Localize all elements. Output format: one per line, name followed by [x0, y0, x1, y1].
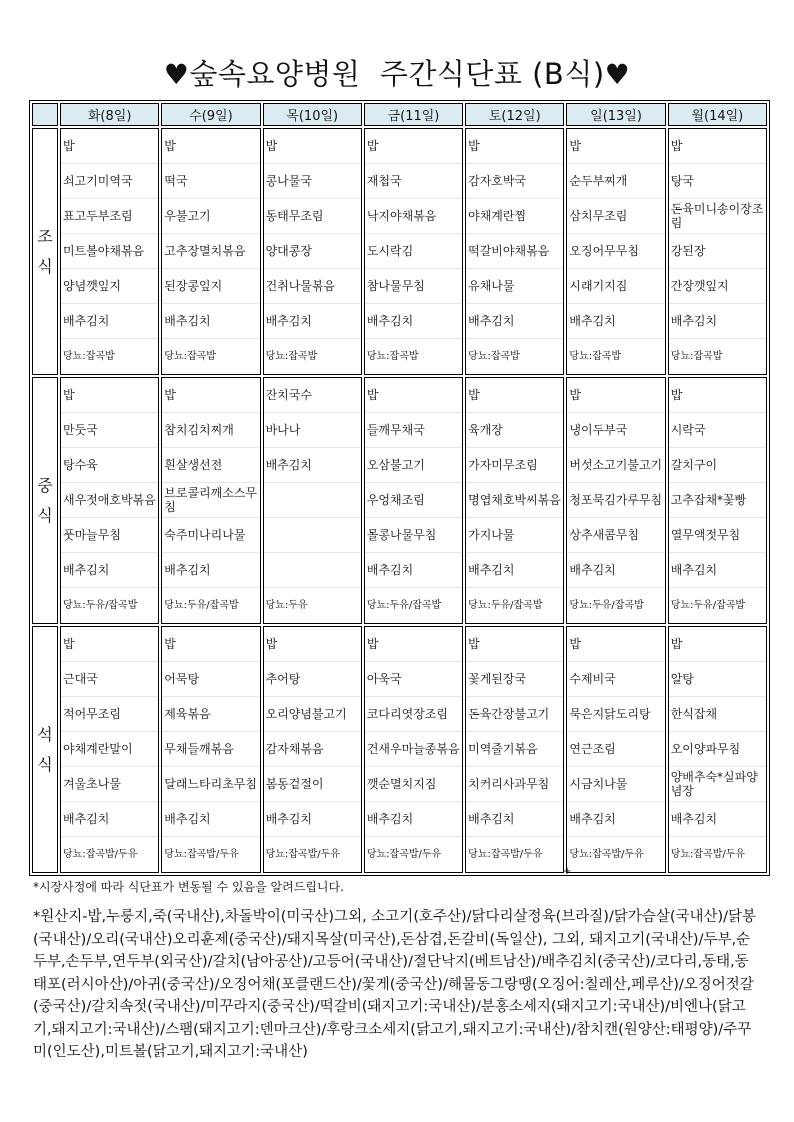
menu-item: 배추김치 — [264, 448, 361, 483]
menu-item: 연근조림 — [567, 732, 664, 767]
menu-item: 배추김치 — [669, 553, 766, 588]
menu-item: 양배추숙*실파양념장 — [669, 767, 766, 802]
diabetic-option: 당뇨:잡곡밥 — [468, 350, 520, 362]
meal-row-lunch — [32, 377, 767, 624]
menu-item: 야채계란찜 — [466, 199, 563, 234]
menu-item: 숙주미나리나물 — [162, 518, 259, 553]
menu-item: 들깨무채국 — [365, 413, 462, 448]
menu-item: 바나나 — [264, 413, 361, 448]
diabetic-option: 당뇨:두유/잡곡밥 — [366, 599, 442, 611]
menu-item: 아욱국 — [365, 662, 462, 697]
day-header: 월(14일) — [668, 103, 767, 126]
menu-item: 배추김치 — [466, 304, 563, 339]
menu-item: 근대국 — [61, 662, 158, 697]
diabetic-option: 당뇨:잡곡밥 — [670, 350, 723, 362]
day-menu-cell — [263, 626, 362, 873]
menu-item: 열무액젓무침 — [669, 518, 766, 553]
diabetic-option: 당뇨:잡곡밥/두유 — [164, 848, 239, 860]
menu-item: 수제비국 — [567, 662, 664, 697]
menu-item: 우엉채조림 — [365, 483, 462, 518]
menu-item: 코다리엿장조림 — [365, 697, 462, 732]
diabetic-option: 당뇨:잡곡밥 — [569, 350, 622, 362]
menu-item: 가지나물 — [466, 518, 563, 553]
menu-item: 시금치나물 — [567, 767, 664, 802]
menu-item: 치커리사과무침 — [466, 767, 563, 802]
menu-item: 무채들깨볶음 — [162, 732, 259, 767]
day-menu-cell — [263, 128, 362, 375]
menu-item: 가자미무조림 — [466, 448, 563, 483]
menu-item: 밥 — [466, 129, 563, 164]
menu-item: 배추김치 — [365, 553, 462, 588]
heart-icon: ♥ — [163, 58, 190, 91]
menu-item: 시락국 — [669, 413, 766, 448]
menu-item: 고추장멸치볶음 — [162, 234, 259, 269]
menu-item: 달래느타리초무침 — [162, 767, 259, 802]
menu-item: 배추김치 — [567, 553, 664, 588]
day-menu-cell — [364, 377, 463, 624]
menu-item — [264, 483, 361, 518]
menu-item — [264, 518, 361, 553]
origin-notice: *원산지-밥,누룽지,죽(국내산),차돌박이(미국산)그외, 소고기(호주산)/닭다리살정육(브라질)/닭가슴살(국내산)/닭봉(국내산)/오리(국내산)오리훈제(중국산)/돼지목살(미국산),돈삼겹,돈갈비(독일산), 그외, 돼지고기(국내산)/두부,순두부,손두부,연두부(외국산)/갈치(남아공산)/고등어(국내산)/절단낙지(베트남산)/배추김치(중국산)/코다리,동태,동태포(러시아산)/아귀(중국산)/오징어채(포클랜드산)/꽃게(중국산)/해물동그랑땡(오징어:칠레산,페루산)/오징어젓갈(중국산)/갈치속젓(국내산)/미꾸라지(중국산)/떡갈비(돼지고기:국내산)/분홍소세지(돼지고기:국내산)/비엔나(닭고기,돼지고기:국내산)/스팸(돼지고기:덴마크산)/후랑크소세지(닭고기,돼지고기:국내산)/참치캔(원양산:태평양)/주꾸미(인도산),미트볼(닭고기,돼지고기:국내산) — [33, 909, 757, 1060]
menu-item: 밥 — [61, 129, 158, 164]
stray-mark: + — [563, 866, 572, 877]
heart-icon: ♥ — [604, 58, 631, 91]
day-header: 토(12일) — [465, 103, 564, 126]
menu-item: 건새우마늘종볶음 — [365, 732, 462, 767]
menu-item: 제육볶음 — [162, 697, 259, 732]
menu-item: 미역줄기볶음 — [466, 732, 563, 767]
menu-item: 배추김치 — [669, 802, 766, 837]
day-menu-cell — [364, 128, 463, 375]
day-menu-cell — [364, 626, 463, 873]
menu-item: 밥 — [162, 378, 259, 413]
menu-item: 상추새콤무침 — [567, 518, 664, 553]
menu-item: 배추김치 — [61, 802, 158, 837]
menu-item: 밥 — [466, 627, 563, 662]
menu-item: 새우젓애호박볶음 — [61, 483, 158, 518]
meal-label: 중 식 — [32, 377, 58, 624]
menu-item: 흰살생선전 — [162, 448, 259, 483]
menu-item: 재첩국 — [365, 164, 462, 199]
menu-item: 배추김치 — [466, 802, 563, 837]
menu-item: 밥 — [567, 129, 664, 164]
menu-item: 한식잡채 — [669, 697, 766, 732]
menu-item: 냉이두부국 — [567, 413, 664, 448]
diabetic-option: 당뇨:두유/잡곡밥 — [63, 599, 138, 611]
menu-item: 밥 — [567, 378, 664, 413]
menu-item: 낙지야채볶음 — [365, 199, 462, 234]
diabetic-option: 당뇨:잡곡밥 — [265, 350, 318, 362]
menu-item: 깻순멸치지짐 — [365, 767, 462, 802]
day-header: 화(8일) — [60, 103, 159, 126]
menu-item: 적어무조림 — [61, 697, 158, 732]
day-menu-cell — [161, 626, 260, 873]
menu-item: 참치김치찌개 — [162, 413, 259, 448]
menu-item: 삼치무조림 — [567, 199, 664, 234]
day-header: 목(10일) — [263, 103, 362, 126]
menu-item: 버섯소고기불고기 — [567, 448, 664, 483]
menu-item: 된장콩잎지 — [162, 269, 259, 304]
menu-item: 유채나물 — [466, 269, 563, 304]
menu-item: 동태무조림 — [264, 199, 361, 234]
menu-item: 탕국 — [669, 164, 766, 199]
menu-item: 명엽채호박씨볶음 — [466, 483, 563, 518]
diabetic-option: 당뇨:두유/잡곡밥 — [468, 599, 543, 611]
day-menu-cell — [465, 377, 564, 624]
day-menu-cell — [60, 626, 159, 873]
menu-item: 도시락김 — [365, 234, 462, 269]
menu-item: 추어탕 — [264, 662, 361, 697]
menu-item: 우불고기 — [162, 199, 259, 234]
menu-item: 콩나물국 — [264, 164, 361, 199]
menu-item: 브로콜리깨소스무침 — [162, 483, 259, 518]
day-menu-cell — [465, 626, 564, 873]
day-menu-cell — [668, 128, 767, 375]
menu-item: 건취나물볶음 — [264, 269, 361, 304]
header-corner — [32, 103, 58, 126]
menu-item: 표고두부조림 — [61, 199, 158, 234]
day-menu-cell — [668, 377, 767, 624]
menu-item: 밥 — [669, 378, 766, 413]
menu-item: 강된장 — [669, 234, 766, 269]
menu-item: 밥 — [162, 627, 259, 662]
page-title — [0, 52, 794, 93]
day-menu-cell — [566, 128, 665, 375]
menu-item: 밥 — [365, 378, 462, 413]
menu-item: 밥 — [264, 129, 361, 164]
menu-item: 배추김치 — [61, 304, 158, 339]
weekly-menu-table — [29, 100, 770, 876]
menu-item: 배추김치 — [162, 802, 259, 837]
menu-item: 배추김치 — [567, 304, 664, 339]
menu-item: 양대콩장 — [264, 234, 361, 269]
menu-item: 밥 — [466, 378, 563, 413]
menu-item — [264, 553, 361, 588]
menu-item: 몰콩나물무침 — [365, 518, 462, 553]
diabetic-option: 당뇨:잡곡밥/두유 — [468, 848, 543, 860]
diabetic-option: 당뇨:잡곡밥 — [366, 350, 419, 362]
menu-item: 야채계란말이 — [61, 732, 158, 767]
menu-item: 잔치국수 — [264, 378, 361, 413]
meal-label: 조 식 — [32, 128, 58, 375]
menu-item: 고추잡채*꽃빵 — [669, 483, 766, 518]
diabetic-option: 당뇨:두유/잡곡밥 — [670, 599, 746, 611]
day-header: 금(11일) — [364, 103, 463, 126]
day-menu-cell — [263, 377, 362, 624]
meal-row-breakfast — [32, 128, 767, 375]
menu-item: 배추김치 — [162, 304, 259, 339]
menu-item: 탕수육 — [61, 448, 158, 483]
menu-item: 간장깻잎지 — [669, 269, 766, 304]
diabetic-option: 당뇨:두유/잡곡밥 — [569, 599, 644, 611]
menu-item: 배추김치 — [162, 553, 259, 588]
day-menu-cell — [566, 626, 665, 873]
day-header: 일(13일) — [566, 103, 665, 126]
menu-item: 밥 — [365, 129, 462, 164]
menu-item: 배추김치 — [365, 304, 462, 339]
diabetic-option: 당뇨:두유 — [265, 599, 308, 611]
diabetic-option: 당뇨:두유/잡곡밥 — [164, 599, 239, 611]
diabetic-option: 당뇨:잡곡밥 — [63, 350, 115, 362]
menu-item: 오리양념불고기 — [264, 697, 361, 732]
menu-item: 묵은지닭도리탕 — [567, 697, 664, 732]
menu-item: 오삼불고기 — [365, 448, 462, 483]
day-menu-cell — [668, 626, 767, 873]
diabetic-option: 당뇨:잡곡밥 — [164, 350, 216, 362]
menu-item: 꽃게된장국 — [466, 662, 563, 697]
menu-item: 만둣국 — [61, 413, 158, 448]
menu-item: 밥 — [61, 627, 158, 662]
menu-item: 밥 — [61, 378, 158, 413]
menu-item: 미트볼야채볶음 — [61, 234, 158, 269]
menu-item: 어묵탕 — [162, 662, 259, 697]
menu-item: 쇠고기미역국 — [61, 164, 158, 199]
meal-label: 석 식 — [32, 626, 58, 873]
diabetic-option: 당뇨:잡곡밥/두유 — [366, 848, 442, 860]
menu-item: 밥 — [669, 129, 766, 164]
menu-item: 감자호박국 — [466, 164, 563, 199]
menu-item: 떡국 — [162, 164, 259, 199]
menu-item: 배추김치 — [466, 553, 563, 588]
menu-item: 밥 — [669, 627, 766, 662]
menu-item: 육개장 — [466, 413, 563, 448]
menu-item: 참나물무침 — [365, 269, 462, 304]
menu-item: 풋마늘무침 — [61, 518, 158, 553]
menu-item: 봄동겉절이 — [264, 767, 361, 802]
diabetic-option: 당뇨:잡곡밥/두유 — [63, 848, 138, 860]
menu-item: 밥 — [365, 627, 462, 662]
day-menu-cell — [161, 128, 260, 375]
menu-item: 밥 — [567, 627, 664, 662]
menu-item: 밥 — [162, 129, 259, 164]
day-menu-cell — [60, 128, 159, 375]
menu-item: 돈육미니송이장조림 — [669, 199, 766, 234]
menu-item: 청포묵김가루무침 — [567, 483, 664, 518]
menu-item: 겨울초나물 — [61, 767, 158, 802]
diabetic-option: 당뇨:잡곡밥/두유 — [265, 848, 340, 860]
menu-item: 배추김치 — [365, 802, 462, 837]
day-menu-cell — [566, 377, 665, 624]
change-notice: *시장사정에 따라 식단표가 변동될 수 있음을 알려드립니다. — [33, 880, 344, 894]
menu-item: 배추김치 — [61, 553, 158, 588]
diabetic-option: 당뇨:잡곡밥/두유 — [670, 848, 746, 860]
day-menu-cell — [161, 377, 260, 624]
menu-item: 배추김치 — [264, 304, 361, 339]
day-menu-cell — [60, 377, 159, 624]
menu-item: 갈치구이 — [669, 448, 766, 483]
menu-item: 밥 — [264, 627, 361, 662]
day-header: 수(9일) — [161, 103, 260, 126]
menu-item: 양념깻잎지 — [61, 269, 158, 304]
menu-item: 시래기지짐 — [567, 269, 664, 304]
menu-item: 떡갈비야채볶음 — [466, 234, 563, 269]
meal-row-dinner — [32, 626, 767, 873]
day-header-row — [32, 103, 767, 126]
menu-item: 감자채볶음 — [264, 732, 361, 767]
menu-item: 알탕 — [669, 662, 766, 697]
menu-item: 돈육간장불고기 — [466, 697, 563, 732]
menu-item: 순두부찌개 — [567, 164, 664, 199]
day-menu-cell — [465, 128, 564, 375]
menu-item: 배추김치 — [567, 802, 664, 837]
menu-item: 배추김치 — [264, 802, 361, 837]
menu-item: 오이양파무침 — [669, 732, 766, 767]
diabetic-option: 당뇨:잡곡밥/두유 — [569, 848, 644, 860]
menu-item: 오징어무무침 — [567, 234, 664, 269]
title-text: 숲속요양병원 주간식단표 (B식) — [189, 57, 605, 91]
menu-item: 배추김치 — [669, 304, 766, 339]
